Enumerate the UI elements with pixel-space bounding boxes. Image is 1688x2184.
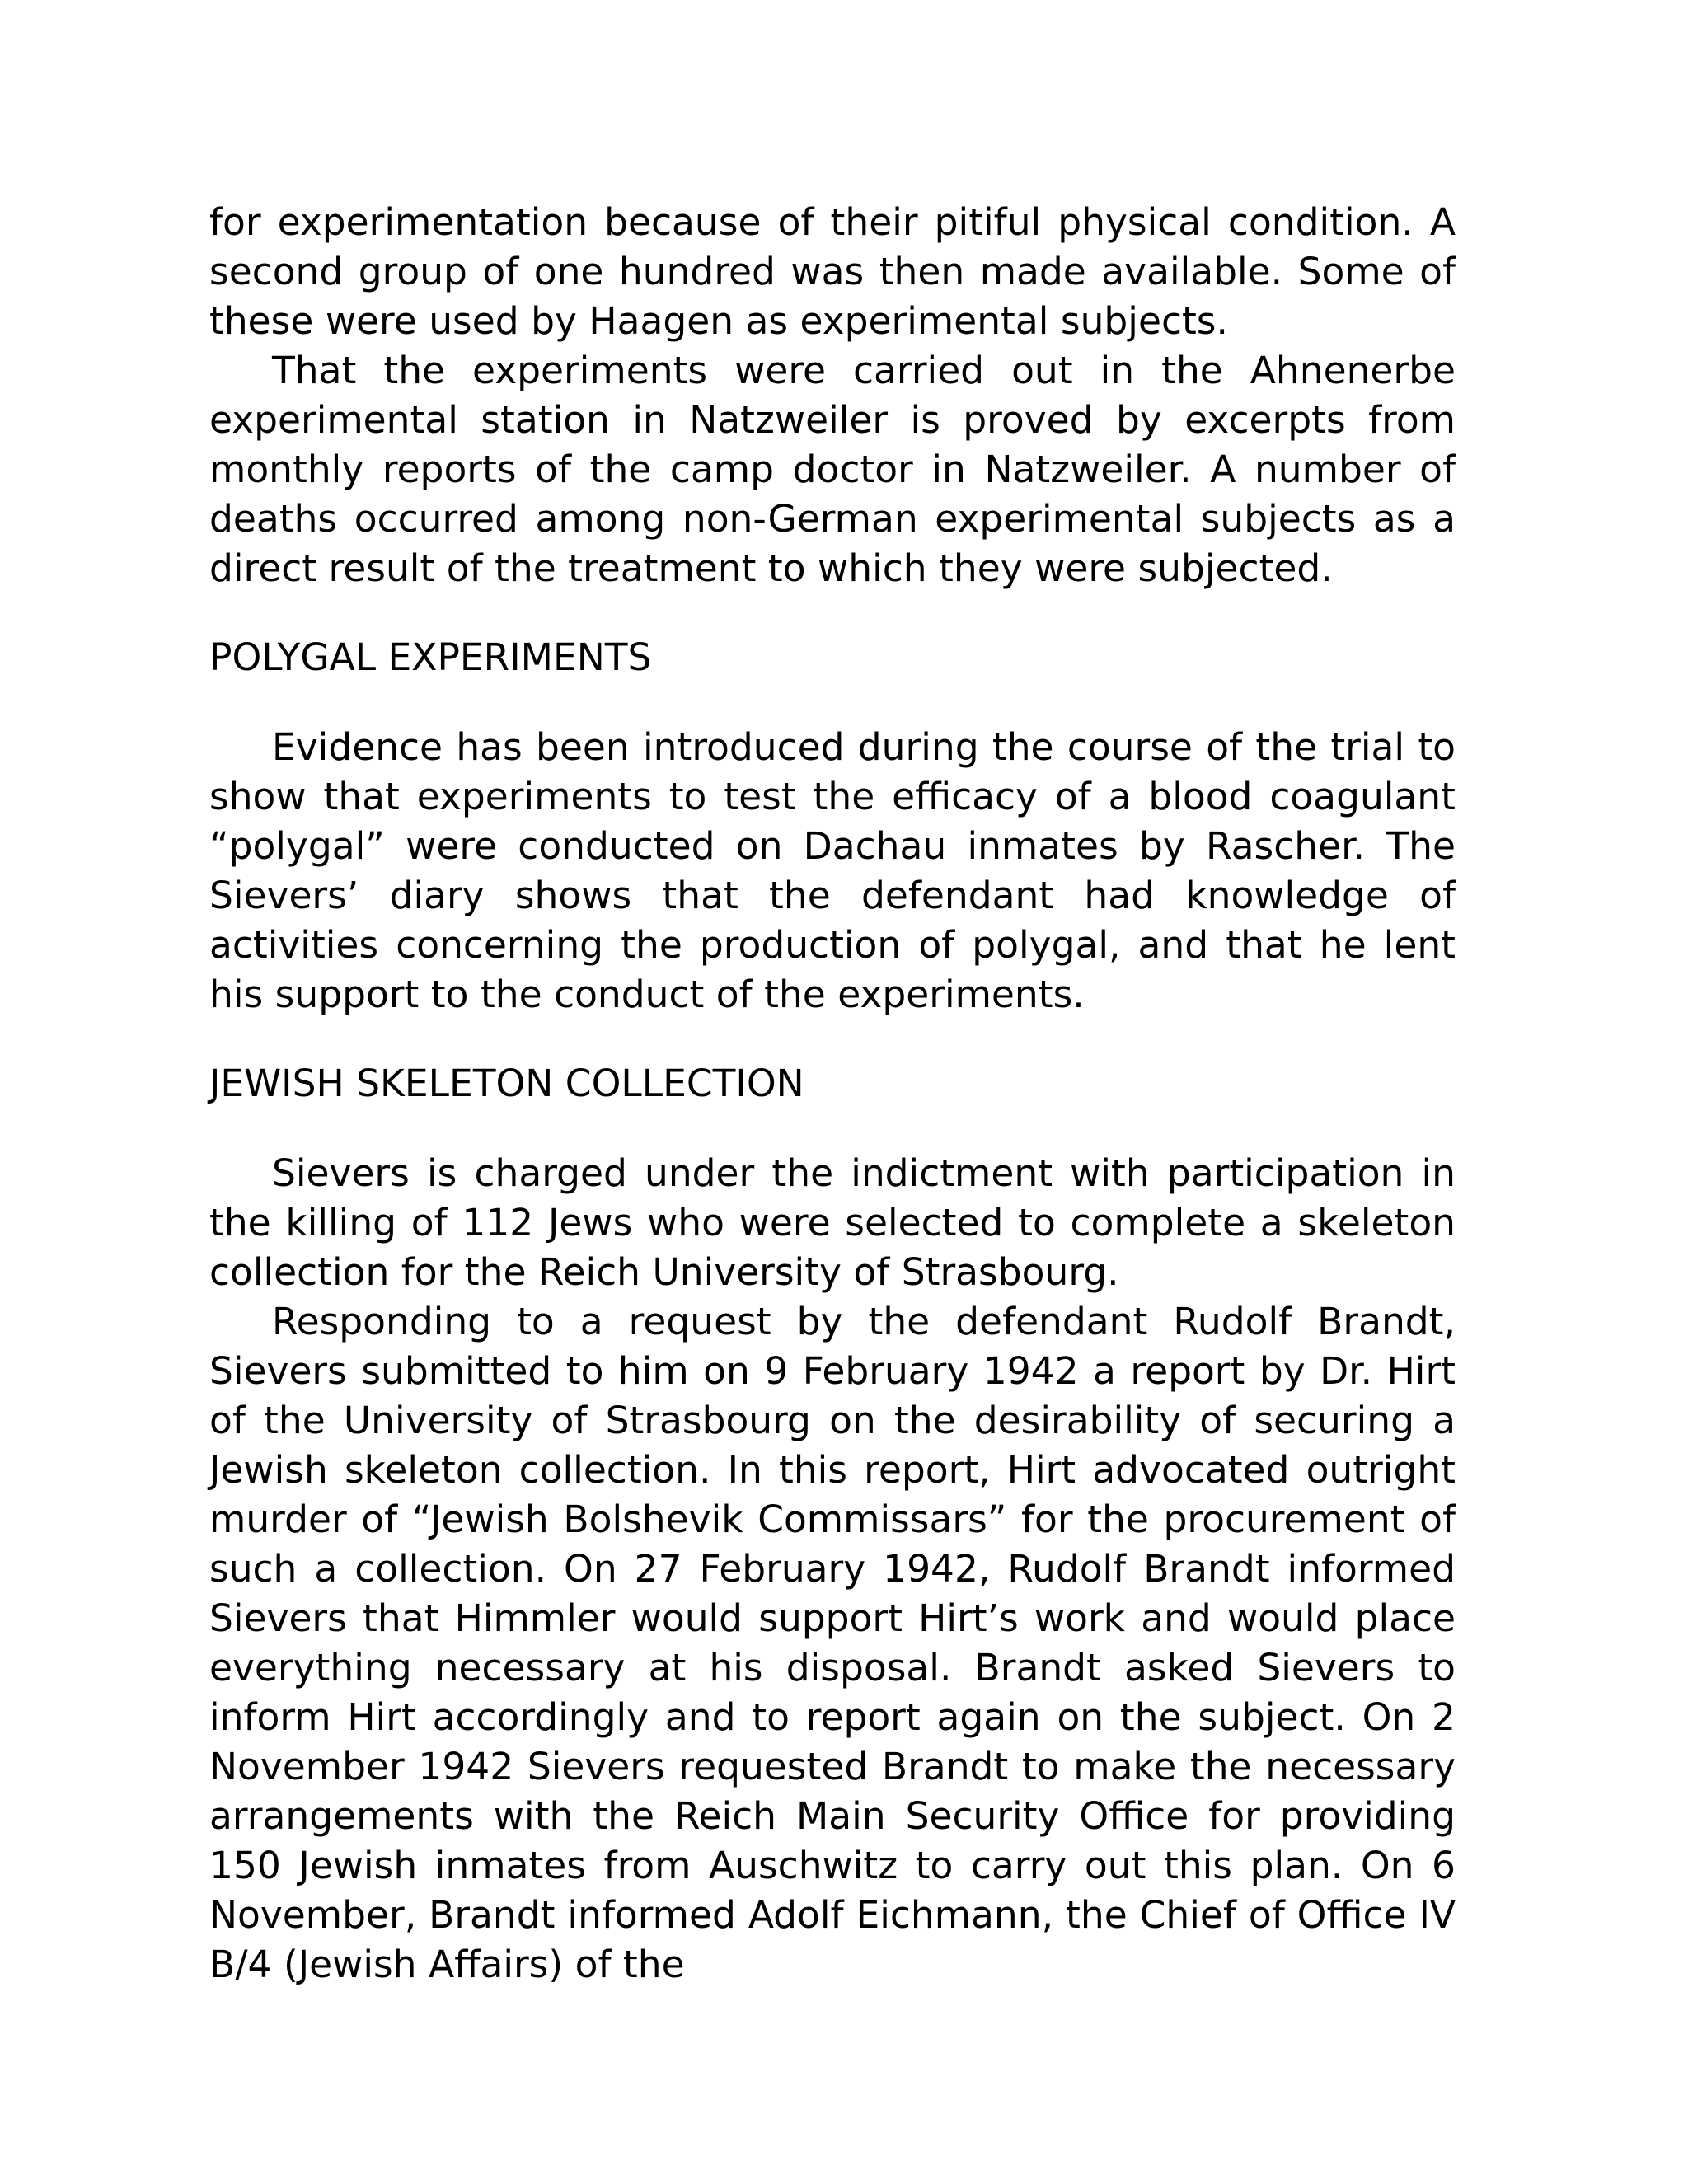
heading-polygal-experiments: POLYGAL EXPERIMENTS [209, 635, 652, 679]
paragraph-brandt-request: Responding to a request by the defendant Rudolf Brandt, Sievers submitted to him on 9 February 1942 a report by Dr. Hirt of the University of Strasbourg on the desirability of securing a Jewish skeleton collection. In this report, Hirt advocated outright murder of “Jewish Bolshevik Commissars” for the procurement of such a collection. On 27 February 1942, Rudolf Brandt informed Sievers that Himmler would support Hirt’s work and would place everything necessary at his disposal. Brandt asked Sievers to inform Hirt accordingly and to report again on the subject. On 2 November 1942 Sievers requested Brandt to make the necessary arrangements with the Reich Main Security Office for providing 150 Jewish inmates from Auschwitz to carry out this plan. On 6 November, Brandt informed Adolf Eichmann, the Chief of Office IV B/4 (Jewish Affairs) of the [209, 1300, 1456, 1986]
paragraph-sievers-charged: Sievers is charged under the indictment with participation in the killing of 112 Jews who were selected to complete a skeleton collection for the Reich University of Strasbourg. [209, 1151, 1456, 1294]
document-page [209, 198, 1456, 1990]
paragraph-natzweiler-reports: That the experiments were carried out in the Ahnenerbe experimental station in Natzweiler is proved by excerpts from monthly reports of the camp doctor in Natzweiler. A number of deaths occurred among non-German experimental subjects as a direct result of the treatment to which they were subjected. [209, 349, 1456, 590]
paragraph-polygal-evidence: Evidence has been introduced during the course of the trial to show that experiments to test the efficacy of a blood coagulant “polygal” were conducted on Dachau inmates by Rascher. The Sievers’ diary shows that the defendant had knowledge of activities concerning the production of polygal, and that he lent his support to the conduct of the experiments. [209, 725, 1456, 1016]
paragraph-experimentation-continued: for experimentation because of their pitiful physical condition. A second group of one hundred was then made available. Some of these were used by Haagen as experimental subjects. [209, 200, 1456, 343]
heading-jewish-skeleton-collection: JEWISH SKELETON COLLECTION [209, 1062, 804, 1105]
